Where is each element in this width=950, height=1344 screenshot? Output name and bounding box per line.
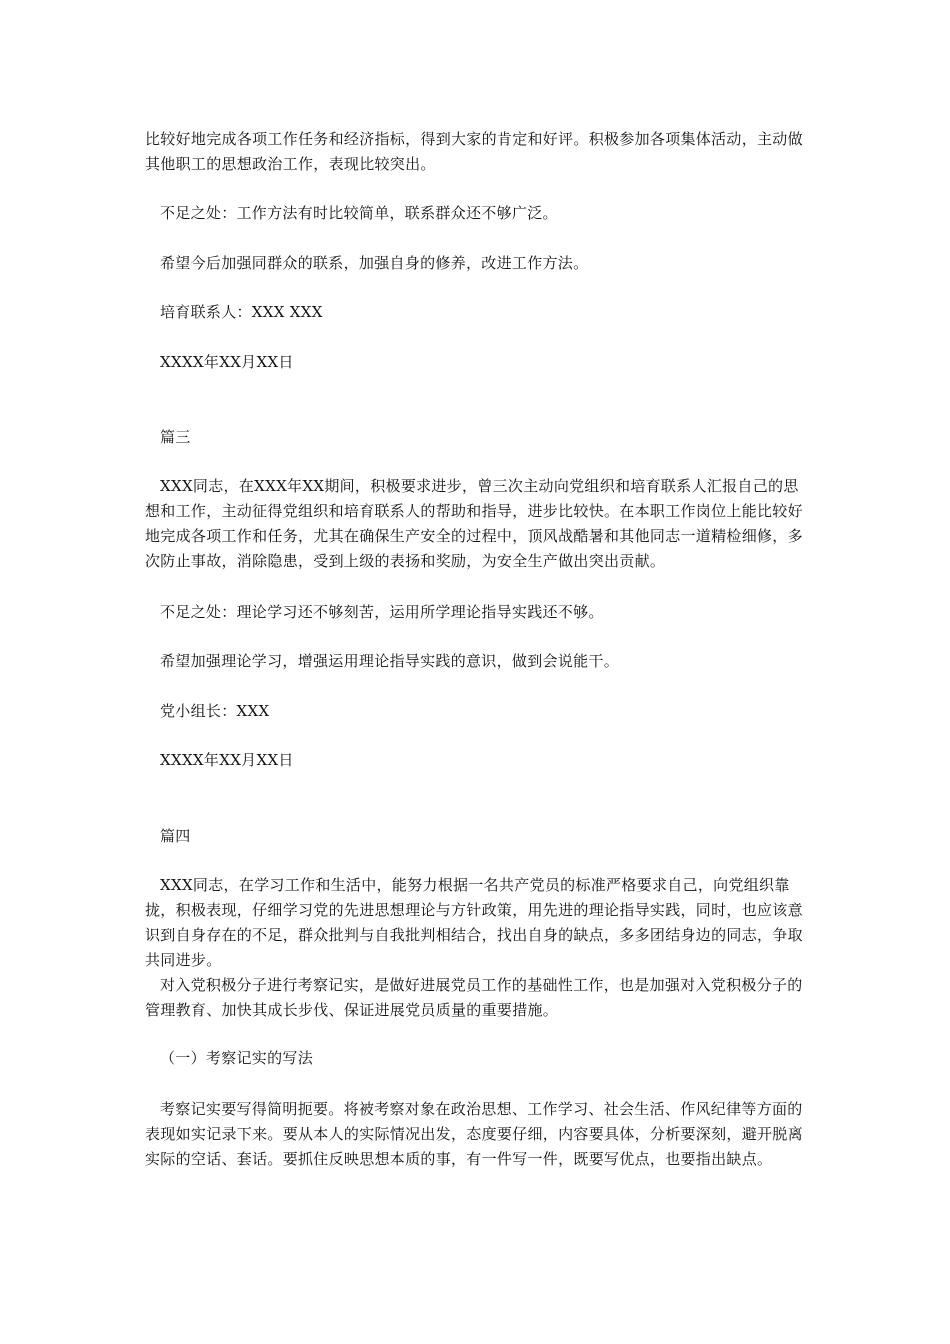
signature-group-leader: 党小组长：XXX bbox=[160, 702, 270, 720]
paragraph-hopes: 希望今后加强同群众的联系，加强自身的修养，改进工作方法。 bbox=[160, 254, 589, 272]
paragraph-writing-method: 考察记实要写得简明扼要。将被考察对象在政治思想、工作学习、社会生活、作风纪律等方面的表现如实记录下来。要从本人的实际情况出发，态度要仔细，内容要具体，分析要深刻，避开脱离实际的空话、套话。要抓住反映思想本质的事，有一件写一件，既要写优点，也要指出缺点。 bbox=[145, 1100, 803, 1168]
paragraph-record-intro: 对入党积极分子进行考察记实，是做好进展党员工作的基础性工作，也是加强对入党积极分子的管理教育、加快其成长步伐、保证进展党员质量的重要措施。 bbox=[145, 976, 803, 1019]
paragraph-evaluation-continued: 比较好地完成各项工作任务和经济指标，得到大家的肯定和好评。积极参加各项集体活动，主动做其他职工的思想政治工作，表现比较突出。 bbox=[145, 130, 803, 173]
subheading-writing-method: （一）考察记实的写法 bbox=[160, 1049, 314, 1067]
paragraph-part-three-hopes: 希望加强理论学习，增强运用理论指导实践的意识，做到会说能干。 bbox=[160, 652, 620, 670]
signature-contact-person: 培育联系人：XXX XXX bbox=[160, 303, 323, 321]
section-heading-part-three: 篇三 bbox=[160, 428, 191, 446]
date-line: XXXX年XX月XX日 bbox=[160, 353, 294, 371]
paragraph-part-three-body: XXX同志，在XXX年XX期间，积极要求进步，曾三次主动向党组织和培育联系人汇报自己的思想和工作，主动征得党组织和培育联系人的帮助和指导，进步比较快。在本职工作岗位上能比较好地完成各项工作和任务，尤其在确保生产安全的过程中，顶风战酷暑和其他同志一道精检细修，多次防止事故，消除隐患，受到上级的表扬和奖励，为安全生产做出突出贡献。 bbox=[145, 477, 803, 570]
paragraph-shortcomings: 不足之处：工作方法有时比较简单，联系群众还不够广泛。 bbox=[160, 204, 558, 222]
section-heading-part-four: 篇四 bbox=[160, 827, 191, 845]
paragraph-part-three-shortcomings: 不足之处：理论学习还不够刻苦，运用所学理论指导实践还不够。 bbox=[160, 603, 604, 621]
date-line: XXXX年XX月XX日 bbox=[160, 751, 294, 769]
paragraph-part-four-body: XXX同志，在学习工作和生活中，能努力根据一名共产党员的标准严格要求自己，向党组织靠拢，积极表现，仔细学习党的先进思想理论与方针政策，用先进的理论指导实践，同时，也应该意识到自身存在的不足，群众批判与自我批判相结合，找出自身的缺点，多多团结身边的同志，争取共同进步。 bbox=[145, 876, 803, 969]
